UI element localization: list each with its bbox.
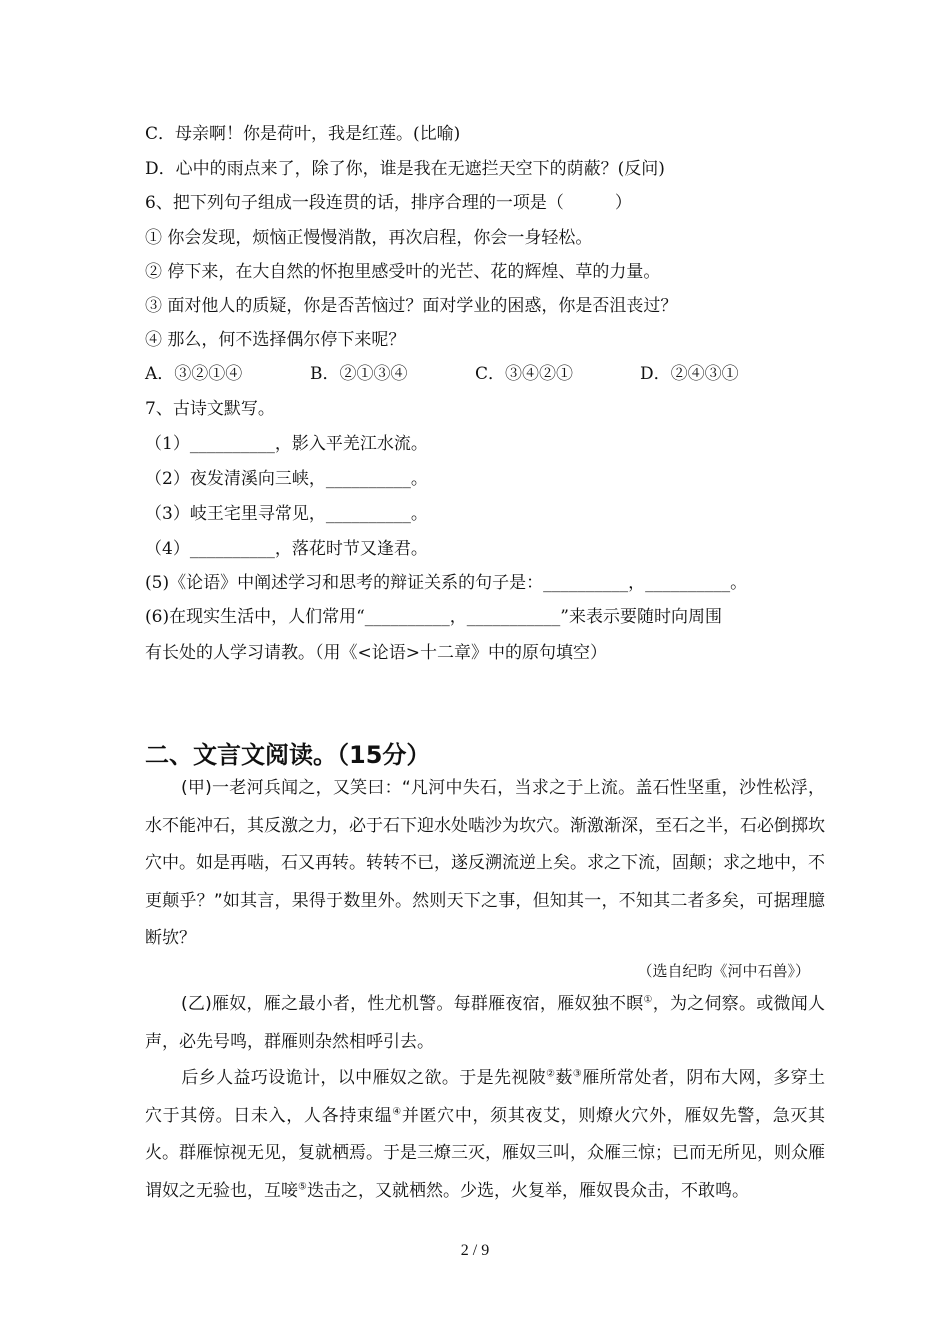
q7-prompt: 7、古诗文默写。 — [145, 399, 275, 419]
q6-sentence-2: ② 停下来，在大自然的怀抱里感受叶的光芒、花的辉煌、草的力量。 — [145, 262, 661, 282]
q6-sentence-1: ① 你会发现，烦恼正慢慢消散，再次启程，你会一身轻松。 — [145, 228, 593, 248]
footnote-2: ② — [546, 1068, 556, 1080]
footnote-4: ④ — [392, 1105, 402, 1117]
passage-yi — [145, 986, 825, 1061]
passage-yi-paragraph-2 — [145, 1060, 825, 1210]
q7-item-3: （3）岐王宅里寻常见，__________。 — [145, 504, 428, 524]
passage-p2-text-a: 后乡人益巧设诡计，以中雁奴之欲。于是先视陂 — [181, 1068, 547, 1088]
q5-option-d: D．心中的雨点来了，除了你，谁是我在无遮拦天空下的荫蔽？(反问) — [145, 159, 665, 179]
q6-choice-b: B．②①③④ — [310, 364, 408, 384]
q6-choice-c: C．③④②① — [475, 364, 574, 384]
section-2-title: 二、文言文阅读。（15分） — [145, 741, 431, 769]
q6-sentence-4: ④ 那么，何不选择偶尔停下来呢？ — [145, 330, 406, 350]
footnote-3: ③ — [572, 1068, 583, 1080]
passage-jia — [145, 770, 825, 958]
passage-jia-text: (甲)一老河兵闻之，又笑曰：“凡河中失石，当求之于上流。盖石性坚重，沙性松浮，水不能冲石，其反激之力，必于石下迎水处啮沙为坎穴。渐激渐深，至石之半，石必倒掷坎穴中。如是再啮，石又再转。转转不已，遂反溯流逆上矣。求之下流，固颠；求之地中，不更颠乎？”如其言，果得于数里外。然则天下之事，但知其一，不知其二者多矣，可据理臆断欤？ — [145, 778, 825, 948]
q7-item-4: （4）__________，落花时节又逢君。 — [145, 539, 428, 559]
passage-p2-text-e: 迭击之，又就栖然。少选，火复举，雁奴畏众击，不敢鸣。 — [306, 1180, 749, 1201]
footnote-5: ⑤ — [298, 1180, 307, 1192]
passage-yi-text-b: ，为之伺察。或微闻人声，必先号鸣，群雁则杂然相呼引去。 — [145, 994, 826, 1052]
q6-choice-a: A．③②①④ — [145, 364, 243, 384]
passage-p2-text-c: 雁所常处者，阴布大网，多穿土穴于其傍。日未入，人各持束缊 — [145, 1068, 826, 1126]
q7-item-6-line1: (6)在现实生活中，人们常用“__________，___________”来表示要随时向周围 — [145, 607, 722, 627]
q6-sentence-3: ③ 面对他人的质疑，你是否苦恼过？面对学业的困惑，你是否沮丧过？ — [145, 296, 678, 316]
footnote-1: ① — [643, 994, 653, 1006]
q7-item-6-line2: 有长处的人学习请教。（用《<论语>十二章》中的原句填空） — [145, 643, 607, 663]
passage-source: （选自纪昀《河中石兽》） — [637, 962, 810, 980]
q5-option-c: C．母亲啊！你是荷叶，我是红莲。(比喻) — [145, 124, 461, 144]
passage-yi-text-a: (乙)雁奴，雁之最小者，性尤机警。每群雁夜宿，雁奴独不瞑 — [181, 994, 644, 1014]
q6-prompt: 6、把下列句子组成一段连贯的话，排序合理的一项是（ ） — [145, 193, 632, 213]
page-number: 2 / 9 — [460, 1242, 490, 1259]
passage-p2-text-b: 薮 — [555, 1068, 573, 1088]
q7-item-5: (5)《论语》中阐述学习和思考的辩证关系的句子是：__________，__________。 — [145, 573, 748, 593]
passage-p2-text-d: 并匿穴中，须其夜艾，则燎火穴外，雁奴先警，急灭其火。群雁惊视无见，复就栖焉。于是三燎三灭，雁奴三叫，众雁三惊；已而无所见，则众雁谓奴之无验也，互唼 — [145, 1105, 826, 1201]
q7-item-1: （1）__________，影入平羌江水流。 — [145, 434, 428, 454]
q7-item-2: （2）夜发清溪向三峡，__________。 — [145, 469, 428, 489]
q6-choice-d: D．②④③① — [640, 364, 739, 384]
